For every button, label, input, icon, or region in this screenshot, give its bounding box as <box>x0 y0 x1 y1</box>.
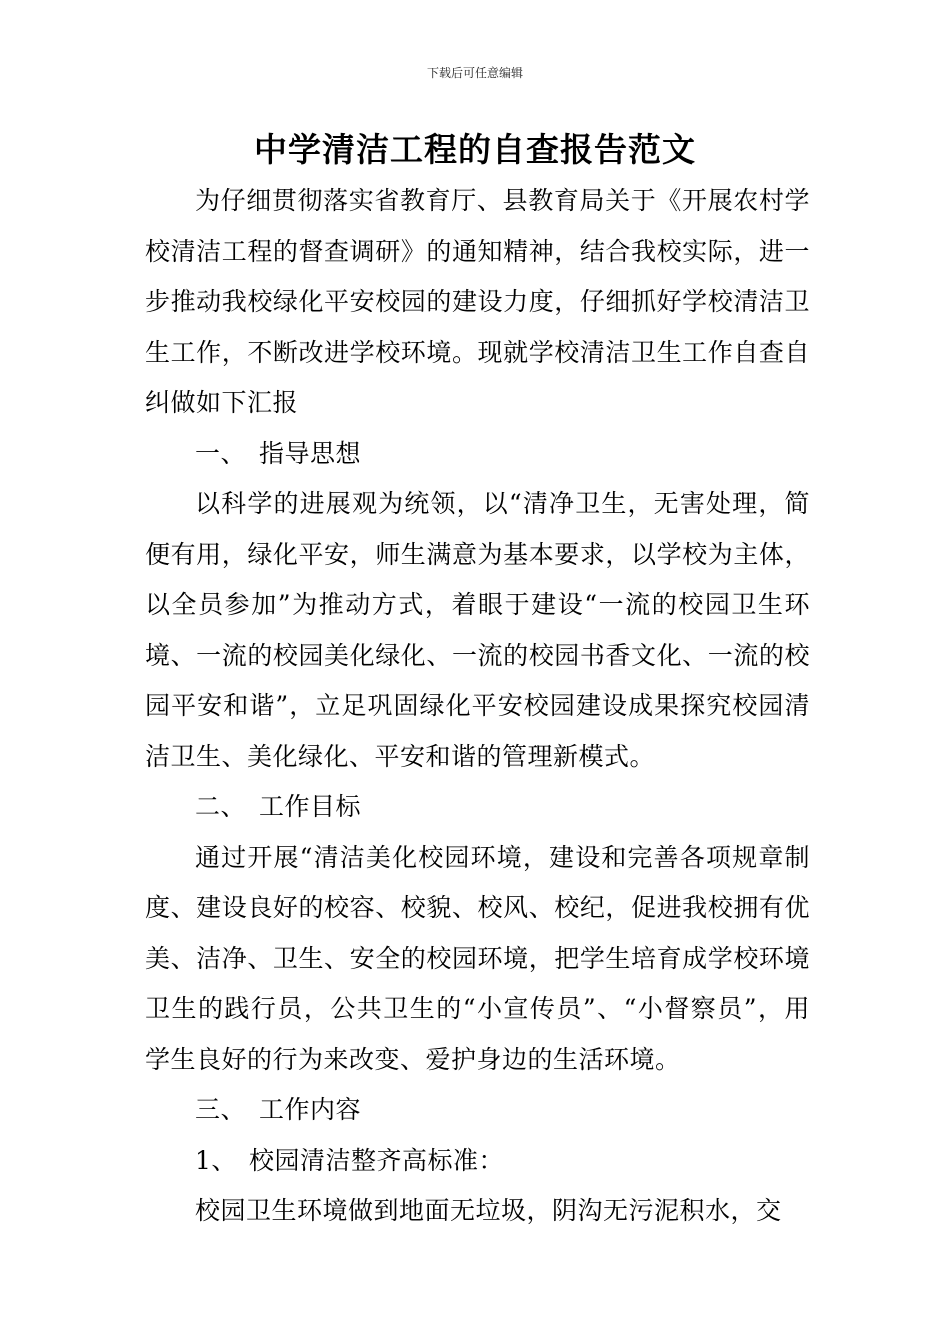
section-title: 指导思想 <box>259 438 362 468</box>
document-body <box>145 176 810 1237</box>
section-paragraph-1: 以科学的进展观为统领，以“清净卫生，无害处理，简便有用，绿化平安，师生满意为基本要求，以学校为主体，以全员参加”为推动方式，着眼于建设“一流的校园卫生环境、一流的校园美化绿化、一流的校园书香文化、一流的校园平安和谐”，立足巩固绿化平安校园建设成果探究校园清洁卫生、美化绿化、平安和谐的管理新模式。 <box>145 489 810 771</box>
section-title: 工作目标 <box>259 792 362 821</box>
section-number: 二、 <box>195 792 247 821</box>
header-note: 下载后可任意编辑 <box>426 66 523 80</box>
document-title: 中学清洁工程的自查报告范文 <box>254 130 696 169</box>
section-paragraph-2: 通过开展“清洁美化校园环境，建设和完善各项规章制度、建设良好的校容、校貌、校风、校纪，促进我校拥有优美、洁净、卫生、安全的校园环境，把学生培育成学校环境卫生的践行员，公共卫生的“小宣传员”、“小督察员”，用学生良好的行为来改变、爱护身边的生活环境。 <box>145 842 810 1074</box>
section-heading-1 <box>145 429 810 480</box>
subsection-title: 校园清洁整齐高标准： <box>249 1145 505 1175</box>
section-number: 一、 <box>195 438 247 468</box>
subsection-paragraph-1: 校园卫生环境做到地面无垃圾，阴沟无污泥积水，交 <box>195 1196 782 1225</box>
section-number: 三、 <box>195 1095 247 1124</box>
section-heading-3 <box>145 1085 810 1136</box>
section-title: 工作内容 <box>259 1095 362 1124</box>
subsection-heading-1 <box>145 1136 810 1187</box>
intro-paragraph: 为仔细贯彻落实省教育厅、县教育局关于《开展农村学校清洁工程的督查调研》的通知精神，结合我校实际，进一步推动我校绿化平安校园的建设力度，仔细抓好学校清洁卫生工作，不断改进学校环境。现就学校清洁卫生工作自查自纠做如下汇报 <box>145 186 810 417</box>
subsection-number: 1、 <box>195 1145 237 1175</box>
section-heading-2 <box>145 782 810 833</box>
